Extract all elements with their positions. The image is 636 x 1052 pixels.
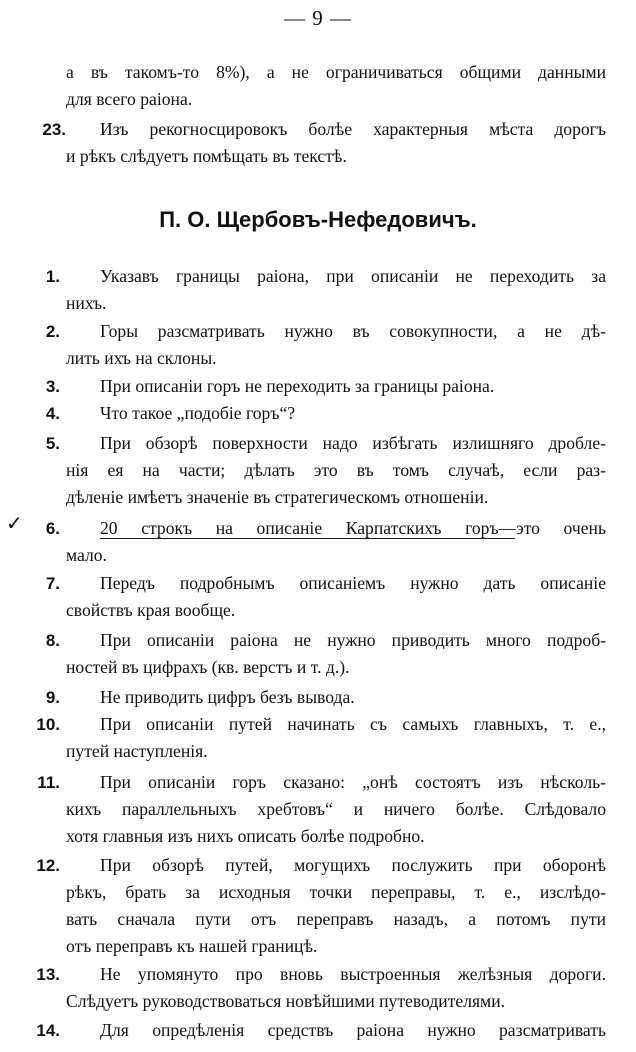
text-line: 20 строкъ на описанiе Карпатскихъ горъ—это очень (100, 518, 606, 538)
text-line: Для опредѣленiя средствъ раiона нужно разсматривать (100, 1020, 606, 1040)
text-line: нихъ. (66, 293, 107, 313)
text-line: отъ переправъ къ нашей границѣ. (66, 936, 318, 956)
page-number: — 9 — (284, 6, 352, 30)
text-line: лить ихъ на склоны. (66, 348, 217, 368)
check-mark: ✓ (6, 511, 23, 535)
text-line: для всего раiона. (66, 89, 193, 109)
item-number: 14. (36, 1021, 60, 1040)
text-line: Что такое „подобiе горъ“? (100, 403, 296, 423)
text-line: и рѣкъ слѣдуетъ помѣщать въ текстѣ. (66, 146, 347, 166)
text-line: дѣленiе имѣетъ значенiе въ стратегическомъ отношенiи. (66, 487, 489, 507)
item-number: 8. (45, 631, 60, 650)
text-line: рѣкъ, брать за исходныя точки переправы, т. е., изслѣдо- (66, 882, 606, 902)
item-number: 5. (45, 434, 60, 453)
item-number: 3. (45, 377, 60, 396)
item-number: 7. (45, 574, 60, 593)
item-number: 11. (37, 773, 60, 792)
text-line: Изъ рекогносцировокъ болѣе характерныя мѣста дорогъ (100, 119, 606, 139)
text-line: При описанiи горъ сказано: „онѣ состоятъ изъ нѣсколь- (100, 772, 606, 792)
text-line: Горы разсматривать нужно въ совокупности, а не дѣ- (100, 321, 606, 341)
text-line: При описанiи путей начинать съ самыхъ главныхъ, т. е., (100, 714, 606, 734)
item-number: 4. (45, 404, 60, 423)
item-number: 1. (45, 267, 60, 286)
item-number: 2. (45, 322, 60, 341)
text-line: При обзорѣ путей, могущихъ послужить при оборонѣ (100, 855, 606, 875)
text-line: мало. (66, 545, 107, 565)
text-line: Не приводить цифръ безъ вывода. (100, 687, 355, 707)
text-line: Указавъ границы раiона, при описанiи не переходить за (100, 266, 606, 286)
item-number: 9. (45, 688, 60, 707)
text-line: кихъ параллельныхъ хребтовъ“ и ничего болѣе. Слѣдовало (66, 799, 606, 819)
text-line: хотя главныя изъ нихъ описать болѣе подробно. (66, 826, 425, 846)
text-line: Не упомянуто про вновь выстроенныя желѣзныя дороги. (100, 964, 606, 984)
item-number: 10. (36, 715, 60, 734)
item-number: 23. (42, 120, 66, 139)
item-number: 6. (45, 519, 60, 538)
text-line: а въ такомъ-то 8%), а не ограничиваться общими данными (66, 62, 606, 82)
pencil-underline (100, 538, 515, 539)
text-line: свойствъ края вообще. (66, 600, 236, 620)
text-line: Слѣдуетъ руководствоваться новѣйшими путеводителями. (66, 991, 506, 1011)
text-line: нiя ея на части; дѣлать это въ томъ случаѣ, если раз- (66, 460, 606, 480)
section-heading: П. О. Щербовъ-Нефедовичъ. (159, 207, 477, 232)
text-line: Передъ подробнымъ описанiемъ нужно дать описанiе (100, 573, 606, 593)
text-line: вать сначала пути отъ переправъ назадъ, а потомъ пути (66, 909, 606, 929)
item-number: 13. (36, 965, 60, 984)
text-line: При описанiи горъ не переходить за границы раiона. (100, 376, 495, 396)
item-number: 12. (36, 856, 60, 875)
text-line: При описанiи раiона не нужно приводить много подроб- (100, 630, 606, 650)
text-line: При обзорѣ поверхности надо избѣгать излишняго дробле- (100, 433, 606, 453)
text-line: ностей въ цифрахъ (кв. верстъ и т. д.). (66, 657, 350, 677)
text-line: путей наступленiя. (66, 741, 208, 761)
